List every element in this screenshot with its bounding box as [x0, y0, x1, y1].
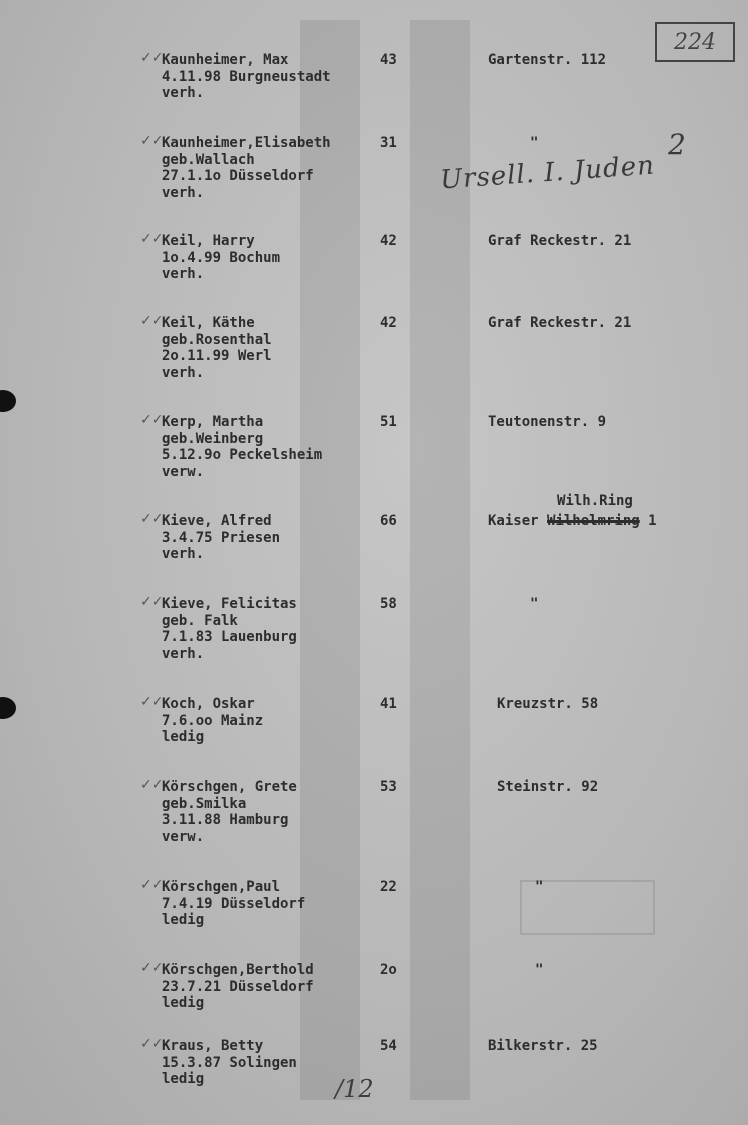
- struck-address: Wilhelmring: [547, 513, 640, 529]
- person-details: 7.4.19 Düsseldorf ledig: [162, 895, 306, 928]
- check-mark-icon: ✓✓: [140, 511, 164, 527]
- person-details: geb. Falk 7.1.83 Lauenburg verh.: [162, 612, 297, 662]
- person-address: Teutonenstr. 9: [488, 414, 607, 430]
- handwritten-footer-note: /12: [335, 1075, 374, 1103]
- person-name: Kieve, Alfred: [162, 513, 272, 529]
- check-mark-icon: ✓✓: [140, 960, 164, 976]
- person-name: Körschgen, Grete: [162, 779, 297, 795]
- handwritten-annotation: Ursell. I. Juden: [439, 150, 656, 196]
- handwritten-annotation-number: 2: [668, 128, 686, 161]
- person-name: Kraus, Betty: [162, 1038, 264, 1054]
- check-mark-icon: ✓✓: [140, 313, 164, 329]
- check-mark-icon: ✓✓: [140, 50, 164, 66]
- person-record: [162, 315, 272, 381]
- person-details: 7.6.oo Mainz ledig: [162, 712, 264, 745]
- person-details: 1o.4.99 Bochum verh.: [162, 249, 281, 282]
- address-suffix: 1: [639, 513, 657, 529]
- person-record: [162, 513, 280, 563]
- check-mark-icon: ✓✓: [140, 877, 164, 893]
- check-mark-icon: ✓✓: [140, 594, 164, 610]
- check-mark-icon: ✓✓: [140, 231, 164, 247]
- person-record: [162, 233, 280, 283]
- person-details: 4.11.98 Burgneustadt verh.: [162, 68, 331, 101]
- person-name: Kieve, Felicitas: [162, 596, 297, 612]
- person-record: [162, 414, 322, 480]
- person-age: 53: [380, 779, 397, 795]
- person-age: 58: [380, 596, 397, 612]
- person-details: geb.Wallach 27.1.1o Düsseldorf verh.: [162, 151, 314, 201]
- person-record: [162, 135, 331, 201]
- person-record: [162, 779, 297, 845]
- punch-hole-bottom: [0, 697, 16, 719]
- check-mark-icon: ✓✓: [140, 133, 164, 149]
- person-name: Kaunheimer,Elisabeth: [162, 135, 331, 151]
- ditto-mark: ": [530, 135, 539, 151]
- person-age: 41: [380, 696, 397, 712]
- person-details: geb.Rosenthal 2o.11.99 Werl verh.: [162, 331, 272, 381]
- ditto-mark: ": [530, 596, 539, 612]
- person-record: [162, 1038, 297, 1088]
- person-details: geb.Smilka 3.11.88 Hamburg verw.: [162, 795, 289, 845]
- person-details: geb.Weinberg 5.12.9o Peckelsheim verw.: [162, 430, 323, 480]
- check-mark-icon: ✓✓: [140, 1036, 164, 1052]
- ditto-mark: ": [535, 879, 544, 895]
- person-record: [162, 962, 314, 1012]
- address-prefix: Kaiser: [488, 513, 548, 529]
- person-age: 2o: [380, 962, 397, 978]
- person-address: Graf Reckestr. 21: [488, 315, 632, 331]
- address-correction: Wilh.Ring: [557, 493, 633, 509]
- person-address: Kreuzstr. 58: [497, 696, 599, 712]
- person-address: Steinstr. 92: [497, 779, 599, 795]
- person-name: Körschgen,Berthold: [162, 962, 314, 978]
- person-age: 42: [380, 233, 397, 249]
- person-name: Keil, Käthe: [162, 315, 255, 331]
- person-details: 15.3.87 Solingen ledig: [162, 1054, 297, 1087]
- person-name: Körschgen,Paul: [162, 879, 281, 895]
- person-address: Bilkerstr. 25: [488, 1038, 598, 1054]
- check-mark-icon: ✓✓: [140, 412, 164, 428]
- person-address: Gartenstr. 112: [488, 52, 607, 68]
- person-name: Koch, Oskar: [162, 696, 255, 712]
- person-details: 3.4.75 Priesen verh.: [162, 529, 281, 562]
- person-address: Graf Reckestr. 21: [488, 233, 632, 249]
- check-mark-icon: ✓✓: [140, 777, 164, 793]
- person-age: 31: [380, 135, 397, 151]
- person-address: [488, 513, 678, 529]
- page-number-box: 224: [655, 22, 735, 62]
- person-record: [162, 696, 263, 746]
- person-age: 66: [380, 513, 397, 529]
- person-age: 51: [380, 414, 397, 430]
- person-record: [162, 879, 305, 929]
- ditto-mark: ": [535, 962, 544, 978]
- person-age: 42: [380, 315, 397, 331]
- person-age: 22: [380, 879, 397, 895]
- person-age: 54: [380, 1038, 397, 1054]
- punch-hole-top: [0, 390, 16, 412]
- check-mark-icon: ✓✓: [140, 694, 164, 710]
- person-name: Kaunheimer, Max: [162, 52, 289, 68]
- person-record: [162, 596, 297, 662]
- person-name: Kerp, Martha: [162, 414, 264, 430]
- person-details: 23.7.21 Düsseldorf ledig: [162, 978, 314, 1011]
- person-name: Keil, Harry: [162, 233, 255, 249]
- person-age: 43: [380, 52, 397, 68]
- person-record: [162, 52, 331, 102]
